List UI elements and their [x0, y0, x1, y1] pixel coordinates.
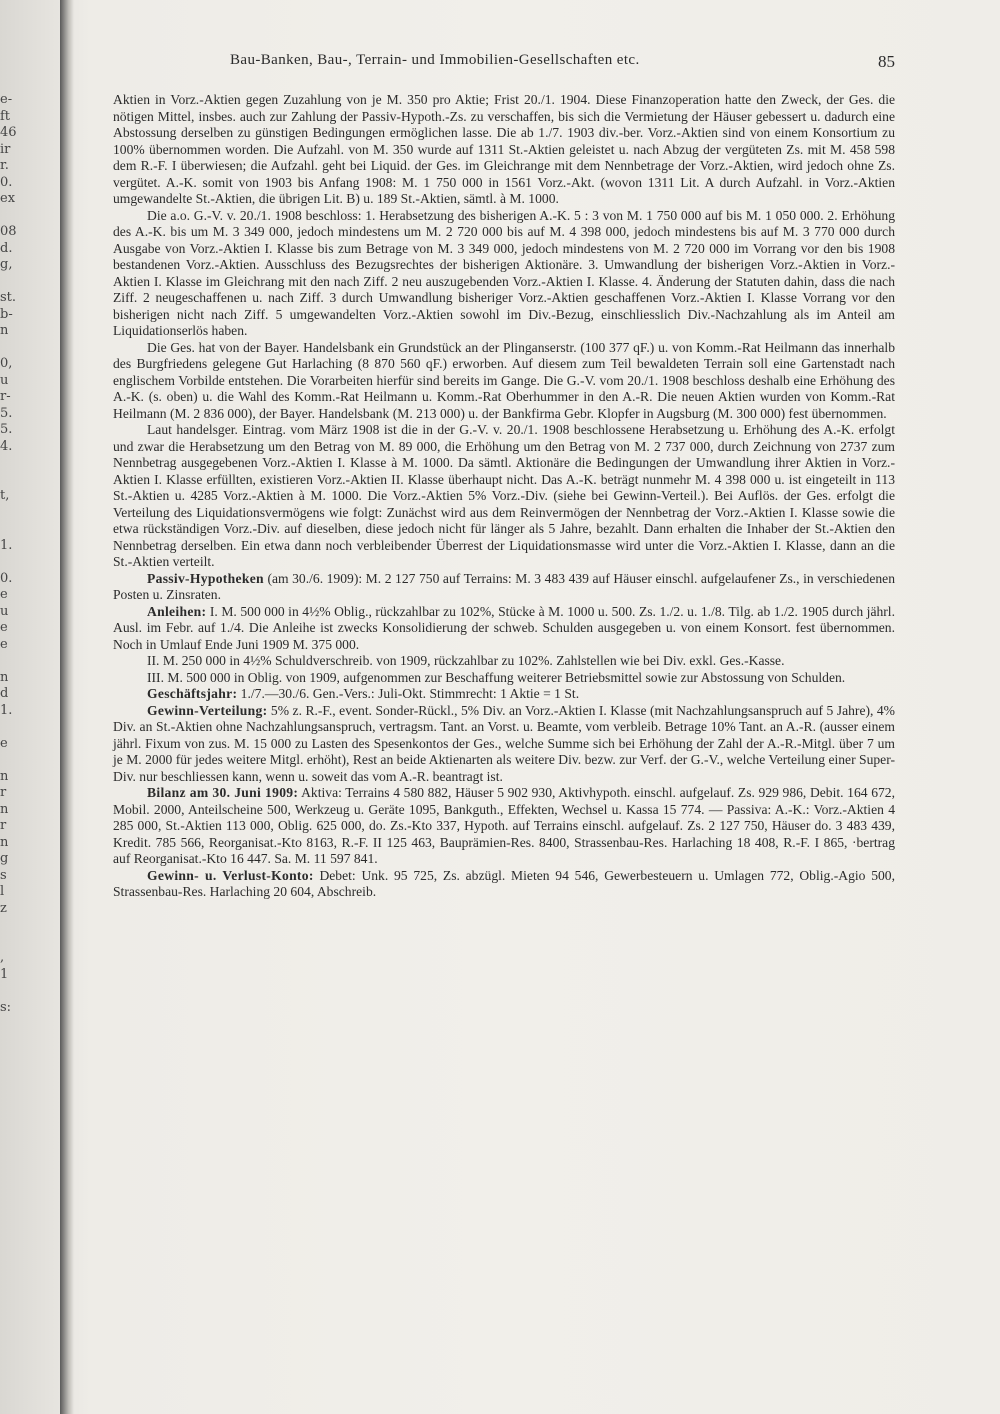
- facing-page-fragment: [0, 340, 30, 357]
- facing-page-fragment: [0, 1049, 30, 1066]
- page-body: [113, 92, 895, 901]
- facing-page-fragment: e: [0, 620, 8, 635]
- facing-page-fragment: [0, 752, 30, 769]
- facing-page-fragment: [0, 1016, 30, 1033]
- paragraph-text: III. M. 500 000 in Oblig. von 1909, aufgenommen zur Beschaffung weiterer Betriebsmittel sowie zur Abstossung von Schulden.: [147, 669, 846, 685]
- facing-page-fragment: u: [0, 603, 9, 619]
- paragraph: [113, 340, 895, 423]
- facing-page-fragment: b-: [0, 306, 13, 322]
- paragraph: [113, 422, 895, 571]
- running-title: Bau-Banken, Bau-, Terrain- und Immobilien-Gesellschaften etc.: [230, 52, 640, 68]
- facing-page-fragment: [0, 208, 30, 225]
- paragraph: [113, 703, 895, 786]
- facing-page-fragment: u: [0, 372, 9, 388]
- facing-page-fragment: [0, 521, 30, 538]
- page-number: 85: [878, 52, 895, 71]
- facing-page-fragment: n: [0, 669, 9, 685]
- facing-page-fragment: 1.: [0, 537, 13, 553]
- paragraph-lead: Gewinn-Verteilung:: [147, 702, 268, 718]
- facing-page-fragment: [0, 274, 30, 291]
- facing-page-fragment: [0, 1033, 30, 1050]
- facing-page-fragment: 0.: [0, 570, 13, 586]
- facing-page-fragment: e: [0, 636, 8, 652]
- facing-page-fragment: 5.: [0, 422, 13, 437]
- facing-page-fragment: 5.: [0, 405, 13, 421]
- facing-page-fragment: t,: [0, 488, 10, 503]
- paragraph-lead: Gewinn- u. Verlust-Konto:: [147, 867, 314, 883]
- facing-page-fragment: [0, 917, 30, 934]
- paragraph: [113, 92, 895, 208]
- paragraph-text: Die a.o. G.-V. v. 20./1. 1908 beschloss: 1. Herabsetzung des bisherigen A.-K. 5 : 3 von M. 1 750 000 auf bis M. 1 050 000. 2. Erhöhung des A.-K. bis um M. 3 349 000, jedoch mindestens um M. 2 720 000 bis auf M. 4 398 000, jedoch mindestens bis auf M. 3 770 000 durch Ausgabe von Vorz.-Aktien I. Klasse bis zum Betrage von M. 3 349 000, jedoch mindestens von M. 2 720 000 im Vorrang vor den bis 1908 bestandenen Vorz.-Aktien. Ausschluss des Bezugsrechtes der bisherigen Aktionäre. 3. Umwandlung der bisherigen Vorz.-Aktien in Vorz.-Aktien I. Klasse im Gleichrang mit den nach Ziff. 2 neu auszugebenden Vorz.-Aktien I. Klasse. 4. Änderung der Statuten dahin, dass die nach Ziff. 2 neugeschaffenen u. nach Ziff. 3 durch Umwandlung bisheriger Vorz.-Aktien geschaffenen Vorz.-Aktien I. Klasse Vorrang vor den bisherigen nicht nach Ziff. 5 umgewandelten Vorz.-Aktien sowohl im Div.-Bezug, einschliesslich Div.-Nachzahlung als im Anteil am Liquidationserlös haben.: [113, 207, 895, 338]
- facing-page-fragment: d.: [0, 240, 13, 256]
- paragraph-text: (am 30./6. 1909): M. 2 127 750 auf Terrains: M. 3 483 439 auf Häuser einschl. aufgelaufener Zs., in verschiedenen Posten u. Zinsraten.: [113, 570, 895, 602]
- paragraph: [113, 868, 895, 901]
- facing-page-fragment: [0, 455, 30, 472]
- paragraph-text: 5% z. R.-F., event. Sonder-Rückl., 5% Div. an Vorz.-Aktien I. Klasse (mit Nachzahlungsanspruch auf 5 Jahre), 4% Div. an St.-Aktien ohne Nachzahlungsanspruch, vertragsm. Tant. an Vorst. u. Beamte, vom verbleib. Betrage 10% Tant. an A.-R. (ausser einem jährl. Fixum von zus. M. 15 000 zu Lasten des Spesenkontos der Ges., welche Summe sich bei Erhöhung der Zahl der A.-R.-Mitgl. über 7 um je M. 2000 für jedes weitere Mitgl. erhöht), Rest an beide Aktienarten als weitere Div. bezw. zur Verf. der G.-V., welche Verteilung einer Super-Div. nur beschliessen kann, wenn u. soweit das vom A.-R. beantragt ist.: [113, 702, 895, 784]
- facing-page-fragment: ex: [0, 191, 16, 206]
- facing-page-fragment: z: [0, 900, 7, 916]
- paragraph: [113, 571, 895, 604]
- facing-page-fragment: 1: [0, 966, 9, 982]
- facing-page-fragment: [0, 653, 30, 670]
- facing-page-fragment: ft: [0, 108, 11, 124]
- facing-page-fragment: ir: [0, 141, 11, 157]
- facing-page-fragment: [0, 983, 30, 1000]
- paragraph: [113, 208, 895, 340]
- facing-page-fragment: ,: [0, 950, 5, 965]
- facing-page-fragment: [0, 934, 30, 951]
- facing-page-fragment: d: [0, 686, 9, 701]
- facing-page-fragment: 46: [0, 125, 17, 140]
- paragraph-text: Laut handelsger. Eintrag. vom März 1908 ist die in der G.-V. v. 20./1. 1908 beschlossene Herabsetzung u. Erhöhung des A.-K. erfolgt und zwar die Herabsetzung um den Betrag von M. 89 000, die Erhöhung um den Betrag von M. 2 737 000, durch Zeichnung von 2737 zum Nennbetrag ausgegebenen Vorz.-Aktien I. Klasse à M. 1000. Da sämtl. Aktionäre die Bedingungen der Umwandlung ihrer Aktien in Vorz.-Aktien I. Klasse erfüllten, existieren Vorz.-Aktien II. Klasse überhaupt nicht. Das A.-K. beträgt nunmehr M. 4 398 000 u. ist eingeteilt in 113 St.-Aktien u. 4285 Vorz.-Aktien à M. 1000. Die Vorz.-Aktien 5% Vorz.-Div. (siehe bei Gewinn-Verteil.). Bei Auflös. der Ges. erfolgt die Verteilung des Liquidationsvermögens wie folgt: Zunächst wird aus dem Reinvermögen der Nennbetrag der Vorz.-Aktien I. Klasse sowie die etwa rückständigen Vorz.-Div. auf dieselben, diese jedoch nicht für länger als 5 Jahre, bezahlt. Dann erhalten die Inhaber der St.-Aktien den Nennbetrag derselben. Ein etwa dann noch verbleibender Überrest der Liquidationsmasse wird unter die Vorz.-Aktien I. Klasse, dann an die St.-Aktien verteilt.: [113, 422, 895, 569]
- facing-page-fragment: e: [0, 735, 8, 751]
- paragraph: [113, 653, 895, 670]
- paragraph: [113, 670, 895, 687]
- paragraph: [113, 785, 895, 868]
- facing-page-fragment: 1.: [0, 702, 13, 718]
- paragraph-text: Aktiva: Terrains 4 580 882, Häuser 5 902 930, Aktivhypoth. einschl. aufgelauf. Zs. 929 986, Debit. 164 672, Mobil. 2000, Anteilscheine 500, Werkzeug u. Geräte 1095, Bankguth., Effekten, Wechsel u. Kassa 15 774. — Passiva: A.-K.: Vorz.-Aktien 4 285 000, St.-Aktien 113 000, Oblig. 625 000, do. Zs.-Kto 337, Hypoth. auf Terrains einschl. aufgelauf. Zs. 2 127 750, Häuser do. 3 483 439, Kredit. 785 566, Reorganisat.-Kto 8163, R.-F. II 125 463, Bauprämien-Res. 8400, Strassenbau-Res. Harlaching 18 408, R.-F. I 865, ·bertrag auf Reorganisat.-Kto 16 447. Sa. M. 11 597 841.: [113, 785, 895, 866]
- facing-page-fragment: [0, 472, 30, 489]
- facing-page-fragment: g,: [0, 257, 13, 272]
- facing-page-fragment: s:: [0, 999, 12, 1015]
- facing-page-fragment: r: [0, 818, 7, 833]
- facing-page-fragment: [0, 554, 30, 571]
- facing-page-fragment: 0.: [0, 174, 13, 190]
- facing-page-fragment: st.: [0, 290, 17, 305]
- book-gutter-shadow: [60, 0, 74, 1414]
- facing-page-fragment: [0, 505, 30, 522]
- paragraph-text: Die Ges. hat von der Bayer. Handelsbank ein Grundstück an der Plinganserstr. (100 377 qF.) u. von Komm.-Rat Heilmann das innerhalb des Burgfriedens gelegene Gut Harlaching (8 870 560 qF.) erworben. Auf diesem zum Teil bewaldeten Terrain soll eine Gartenstadt nach englischem Vorbilde entstehen. Die Vorarbeiten hierfür sind bereits im Gange. Die G.-V. vom 20./1. 1908 beschloss deshalb eine Erhöhung des A.-K. (s. oben) u. die Wahl des Komm.-Rat Heilmann u. Komm.-Rat Oberhummer in den A.-R. Die neuen Aktien wurden von Komm.-Rat Heilmann (M. 2 836 000), der Bayer. Handelsbank (M. 213 000) u. der Bankfirma Gebr. Klopfer in Augsburg (M. 300 000) fest übernommen.: [113, 339, 895, 421]
- facing-page-fragment: r-: [0, 389, 11, 404]
- paragraph-text: 1./7.—30./6. Gen.-Vers.: Juli-Okt. Stimmrecht: 1 Aktie = 1 St.: [237, 686, 580, 701]
- facing-page-fragment: r: [0, 785, 7, 800]
- facing-page-fragment: r.: [0, 158, 9, 173]
- facing-page-fragment: g: [0, 851, 9, 866]
- facing-page-fragment: 4.: [0, 438, 13, 454]
- page-header: [115, 52, 905, 74]
- facing-page-fragment: l: [0, 884, 5, 899]
- facing-page-fragment: [0, 719, 30, 736]
- facing-page-fragment: n: [0, 323, 9, 338]
- facing-page-fragments: [0, 92, 30, 1066]
- paragraph-lead: Anleihen:: [147, 603, 207, 619]
- paragraph-lead: Passiv-Hypotheken: [147, 570, 264, 586]
- facing-page-fragment: n: [0, 768, 9, 784]
- paragraph-lead: Geschäftsjahr:: [147, 686, 238, 701]
- facing-page-fragment: e: [0, 587, 8, 602]
- paragraph-text: Aktien in Vorz.-Aktien gegen Zuzahlung von je M. 350 pro Aktie; Frist 20./1. 1904. Diese Finanzoperation hatte den Zweck, der Ges. die nötigen Mittel, insbes. auch zur Zahlung der Passiv-Hypoth.-Zs. zu verschaffen, bis sich die Vermietung der Häuser gebessert u. dadurch eine Abstossung derselben zu günstigen Bedingungen ermöglichen lasse. Die ab 1./7. 1903 div.-ber. Vorz.-Aktien sind von einem Konsortium zu 100% übernommen worden. Die Aufzahl. von M. 350 wurde auf 1311 St.-Aktien geleistet u. nach Abzug der vergüteten Zs. mit M. 458 598 dem R.-F. I überwiesen; die Aufzahl. geht bei Liquid. der Ges. im Gleichrange mit dem Nennbetrage der Vorz.-Aktien, wird jedoch ohne Zs. vergütet. A.-K. somit von 1903 bis Anfang 1908: M. 1 750 000 in 1561 Vorz.-Akt. (wovon 1311 Lit. A durch Aufzahl. in Vorz.-Aktien umgewandelte St.-Aktien, die übrigen Lit. B) u. 189 St.-Aktien, sämtl. à M. 1000.: [113, 92, 895, 206]
- paragraph: [113, 686, 895, 703]
- facing-page-fragment: n: [0, 834, 9, 850]
- paragraph: [113, 604, 895, 654]
- facing-page-fragment: s: [0, 867, 7, 883]
- paragraph-text: I. M. 500 000 in 4½% Oblig., rückzahlbar zu 102%, Stücke à M. 1000 u. 500. Zs. 1./2. u. 1./8. Tilg. ab 1./2. 1905 durch jährl. Ausl. im Febr. auf 1./4. Die Anleihe ist zwecks Konsolidierung der schweb. Schulden ausgegeben u. von einem Konsort. fest übernommen. Noch in Umlauf Ende Juni 1909 M. 375 000.: [113, 603, 895, 652]
- paragraph-lead: Bilanz am 30. Juni 1909:: [147, 785, 299, 800]
- facing-page-fragment: e-: [0, 92, 13, 107]
- facing-page-fragment: 0,: [0, 356, 13, 371]
- paragraph-text: Debet: Unk. 95 725, Zs. abzügl. Mieten 94 546, Gewerbesteuern u. Umlagen 772, Oblig.-Agio 500, Strassenbau-Res. Harlaching 20 604, Abschreib.: [113, 867, 895, 899]
- facing-page-fragment: n: [0, 801, 9, 817]
- paragraph-text: II. M. 250 000 in 4½% Schuldverschreib. von 1909, rückzahlbar zu 102%. Zahlstellen wie bei Div. exkl. Ges.-Kasse.: [147, 653, 785, 668]
- facing-page-fragment: 08: [0, 224, 17, 239]
